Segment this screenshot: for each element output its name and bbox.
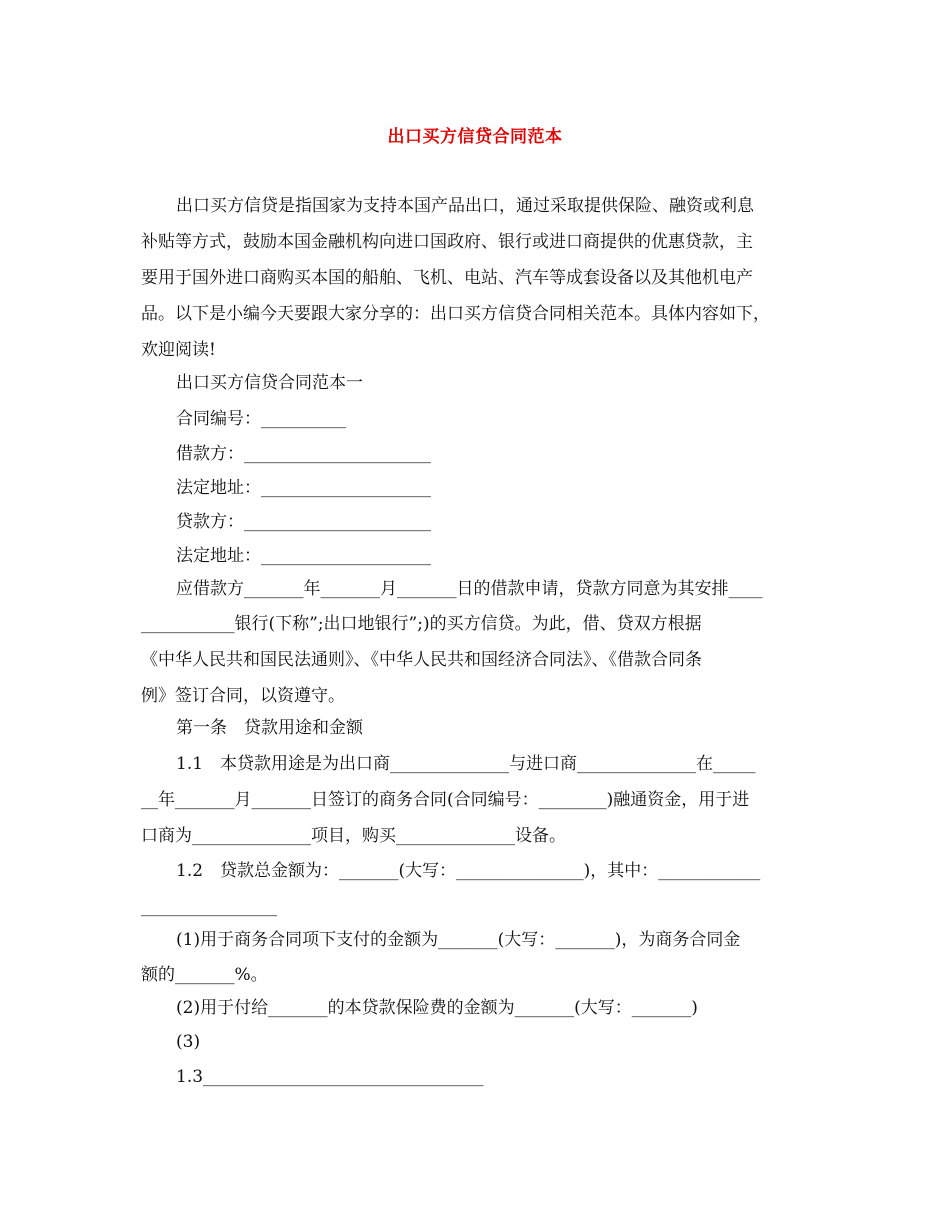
- paragraph-line: __年_______月_______日签订的商务合同(合同编号：________)融通资金，用于进: [141, 790, 750, 810]
- paragraph-line: 应借款方_______年_______月_______日的借款申请，贷款方同意为其安排____: [176, 579, 763, 599]
- paragraph-line: 品。以下是小编今天要跟大家分享的：出口买方信贷合同相关范本。具体内容如下，: [141, 304, 770, 324]
- paragraph-line: 额的_______%。: [141, 965, 268, 985]
- paragraph-line: 例》签订合同，以资遵守。: [141, 686, 345, 706]
- form-field-line: 合同编号：__________: [176, 409, 346, 429]
- paragraph-line: 1.2 贷款总金额为：_______(大写：_______________)，其中：____________: [176, 861, 761, 881]
- paragraph-line: (1)用于商务合同项下支付的金额为_______(大写：_______)，为商务合同金: [176, 930, 741, 950]
- paragraph-line: 1.3_________________________________: [176, 1067, 484, 1087]
- paragraph-line: (3): [176, 1032, 201, 1052]
- form-field-line: 法定地址：____________________: [176, 546, 431, 566]
- article-heading: 第一条 贷款用途和金额: [176, 718, 363, 738]
- paragraph-line: ________________: [141, 897, 277, 917]
- paragraph-line: ___________银行(下称”;出口地银行”;)的买方信贷。为此，借、贷双方根据: [141, 614, 702, 634]
- form-field-line: 法定地址：____________________: [176, 478, 431, 498]
- form-field-line: 贷款方：______________________: [176, 512, 431, 532]
- document-title: 出口买方信贷合同范本: [387, 127, 563, 147]
- paragraph-line: 《中华人民共和国民法通则》、《中华人民共和国经济合同法》、《借款合同条: [141, 650, 702, 670]
- paragraph-line: 补贴等方式，鼓励本国金融机构向进口国政府、银行或进口商提供的优惠贷款，主: [141, 232, 753, 252]
- paragraph-line: 欢迎阅读!: [141, 340, 216, 360]
- paragraph-line: 1.1 本贷款用途是为出口商______________与进口商______________在_____: [176, 754, 756, 774]
- form-field-line: 借款方：______________________: [176, 444, 431, 464]
- paragraph-line: 出口买方信贷是指国家为支持本国产品出口，通过采取提供保险、融资或利息: [176, 196, 754, 216]
- paragraph-line: (2)用于付给_______的本贷款保险费的金额为_______(大写：_______): [176, 998, 698, 1018]
- paragraph-line: 口商为______________项目，购买______________设备。: [141, 826, 566, 846]
- section-heading: 出口买方信贷合同范本一: [176, 373, 363, 393]
- paragraph-line: 要用于国外进口商购买本国的船舶、飞机、电站、汽车等成套设备以及其他机电产: [141, 268, 753, 288]
